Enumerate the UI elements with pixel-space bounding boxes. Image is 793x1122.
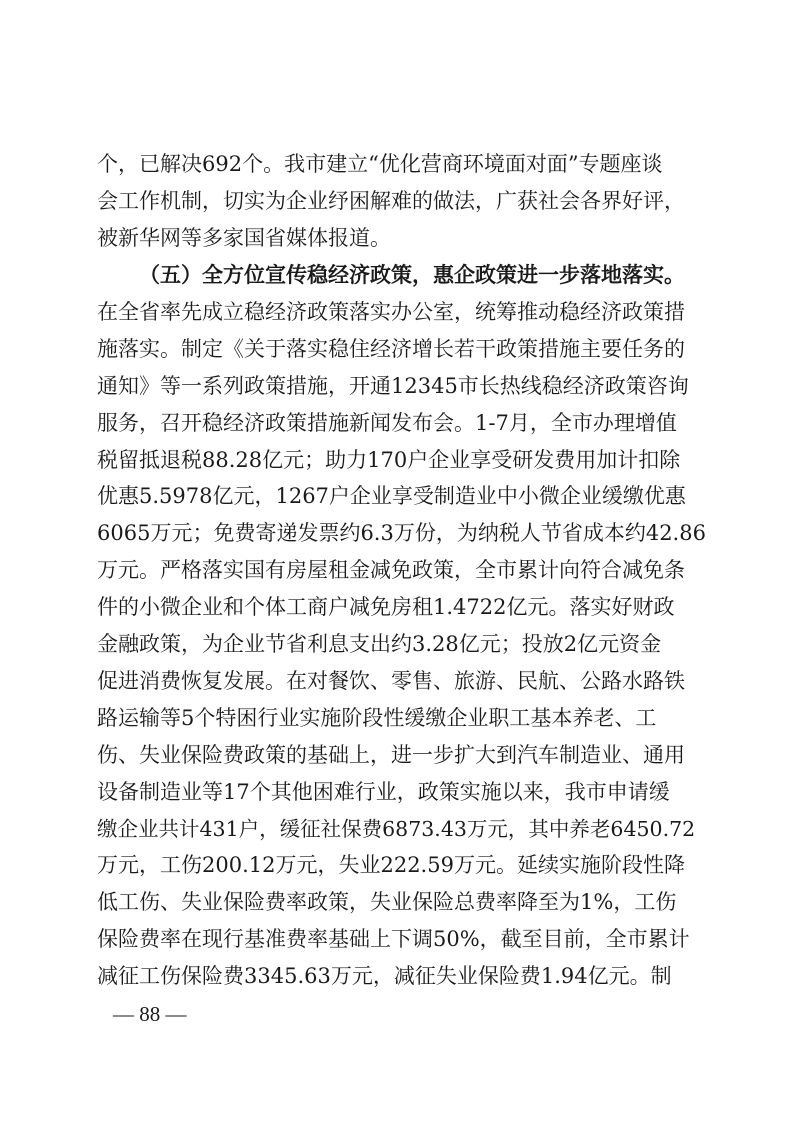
text-line: 在全省率先成立稳经济政策落实办公室，统筹推动稳经济政策措 xyxy=(97,300,685,324)
text-line: 路运输等5个特困行业实施阶段性缓缴企业职工基本养老、工 xyxy=(97,705,657,730)
text-line: 促进消费恢复发展。在对餐饮、零售、旅游、民航、公路水路铁 xyxy=(97,668,685,693)
text-line: 6065万元；免费寄递发票约6.3万份，为纳税人节省成本约42.86 xyxy=(97,521,706,546)
section-heading: （五）全方位宣传稳经济政策，惠企政策进一步落地落实。 xyxy=(139,263,685,288)
text-line: 万元。严格落实国有房屋租金减免政策，全市累计向符合减免条 xyxy=(97,558,685,583)
text-line: 优惠5.5978亿元，1267户企业享受制造业中小微企业缓缴优惠 xyxy=(97,484,686,509)
text-line: 件的小微企业和个体工商户减免房租1.4722亿元。落实好财政 xyxy=(97,595,675,620)
text-line: 施落实。制定《关于落实稳住经济增长若干政策措施主要任务的 xyxy=(97,336,685,361)
text-line: 低工伤、失业保险费率政策，失业保险总费率降至为1%，工伤 xyxy=(97,890,677,915)
text-line: 服务，召开稳经济政策措施新闻发布会。1-7月，全市办理增值 xyxy=(97,410,677,435)
text-line: 伤、失业保险费政策的基础上，进一步扩大到汽车制造业、通用 xyxy=(97,742,685,767)
text-line: 万元，工伤200.12万元，失业222.59万元。延续实施阶段性降 xyxy=(97,853,685,878)
text-line: 会工作机制，切实为企业纾困解难的做法，广获社会各界好评， xyxy=(97,189,685,214)
text-line: 设备制造业等17个其他困难行业，政策实施以来，我市申请缓 xyxy=(97,779,670,804)
text-line: 保险费率在现行基准费率基础上下调50%，截至目前，全市累计 xyxy=(97,927,690,952)
text-line: 金融政策，为企业节省利息支出约3.28亿元；投放2亿元资金 xyxy=(97,632,662,657)
text-line: 税留抵退税88.28亿元；助力170户企业享受研发费用加计扣除 xyxy=(97,447,681,472)
page-number: — 88 — xyxy=(113,1002,187,1026)
text-line: 通知》等一系列政策措施，开通12345市长热线稳经济政策咨询 xyxy=(97,373,689,398)
text-line: 缴企业共计431户，缓征社保费6873.43万元，其中养老6450.72 xyxy=(97,817,696,842)
text-line: 减征工伤保险费3345.63万元，减征失业保险费1.94亿元。制 xyxy=(97,964,672,989)
text-line: 被新华网等多家国省媒体报道。 xyxy=(97,226,391,251)
text-line: 个，已解决692个。我市建立“优化营商环境面对面”专题座谈 xyxy=(97,152,663,177)
body-text xyxy=(97,145,707,993)
